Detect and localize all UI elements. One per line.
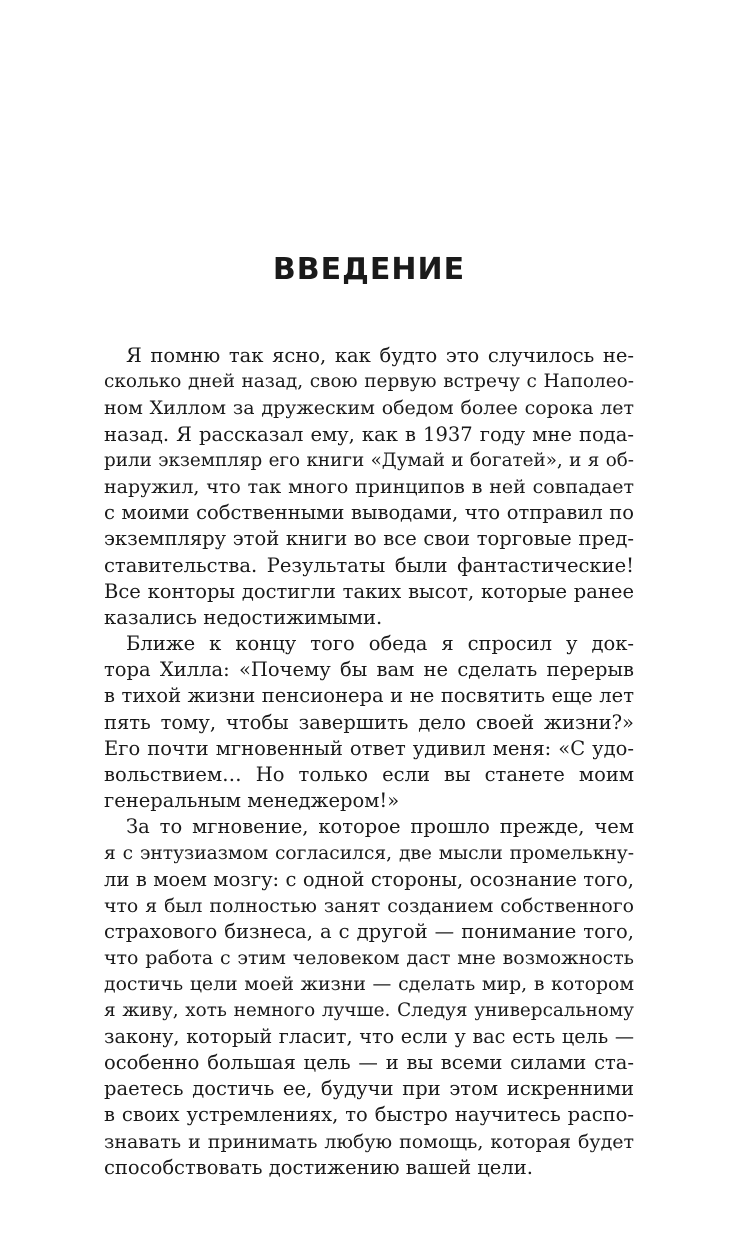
text-line: вольствием… Но только если вы станете моим [104,763,634,786]
text-line: я живу, хоть немного лучше. Следуя универсальному [104,999,634,1021]
text-line: казались недостижимыми. [104,605,383,629]
text-line: ном Хиллом за дружеским обедом более сорока лет [104,397,634,420]
text-line: Его почти мгновенный ответ удивил меня: «С удо- [104,736,634,760]
text-line: закону, который гласит, что если у вас есть цель — [104,1024,634,1048]
text-line: Я помню так ясно, как будто это случилось не- [126,344,634,367]
text-line: в своих устремлениях, то быстро научитесь распо- [104,1103,634,1127]
text-line: знавать и принимать любую помощь, которая будет [104,1130,634,1153]
text-line: особенно большая цель — и вы всеми силами ста- [104,1051,634,1075]
text-line: ставительства. Результаты были фантастические! [104,553,634,577]
text-line: За то мгновение, которое прошло прежде, чем [126,815,634,839]
chapter-title: ВВЕДЕНИЕ [272,252,466,287]
text-line: Все конторы достигли таких высот, которые ранее [104,579,634,603]
text-line: экземпляру этой книги во все свои торговые пред- [104,527,634,551]
text-line: генеральным менеджером!» [104,789,400,813]
text-line: рили экземпляр его книги «Думай и богатей», и я об- [104,449,634,471]
text-line: сколько дней назад, свою первую встречу с Наполео- [104,371,634,393]
text-line: тора Хилла: «Почему бы вам не сделать перерыв [104,658,634,682]
text-line: пять тому, чтобы завершить дело своей жизни?» [104,710,634,734]
text-line: что работа с этим человеком даст мне возможность [104,947,634,970]
text-line: что я был полностью занят созданием собственного [104,894,634,917]
text-line: способствовать достижению вашей цели. [104,1155,533,1179]
text-line: страхового бизнеса, а с другой — понимание того, [104,920,634,944]
text-line: наружил, что так много принципов в ней совпадает [104,475,634,498]
body-text [104,343,634,1181]
text-line: в тихой жизни пенсионера и не посвятить еще лет [104,684,634,708]
text-line: с моими собственными выводами, что отправил по [104,501,634,525]
text-line: ли в моем мозгу: с одной стороны, осознание того, [104,867,634,891]
text-line: назад. Я рассказал ему, как в 1937 году мне пода- [104,422,634,446]
text-line: раетесь достичь ее, будучи при этом искренними [104,1077,634,1101]
text-line: я с энтузиазмом согласился, две мысли промелькну- [104,842,634,864]
text-line: достичь цели моей жизни — сделать мир, в котором [104,973,634,995]
text-line: Ближе к концу того обеда я спросил у док- [126,632,634,656]
